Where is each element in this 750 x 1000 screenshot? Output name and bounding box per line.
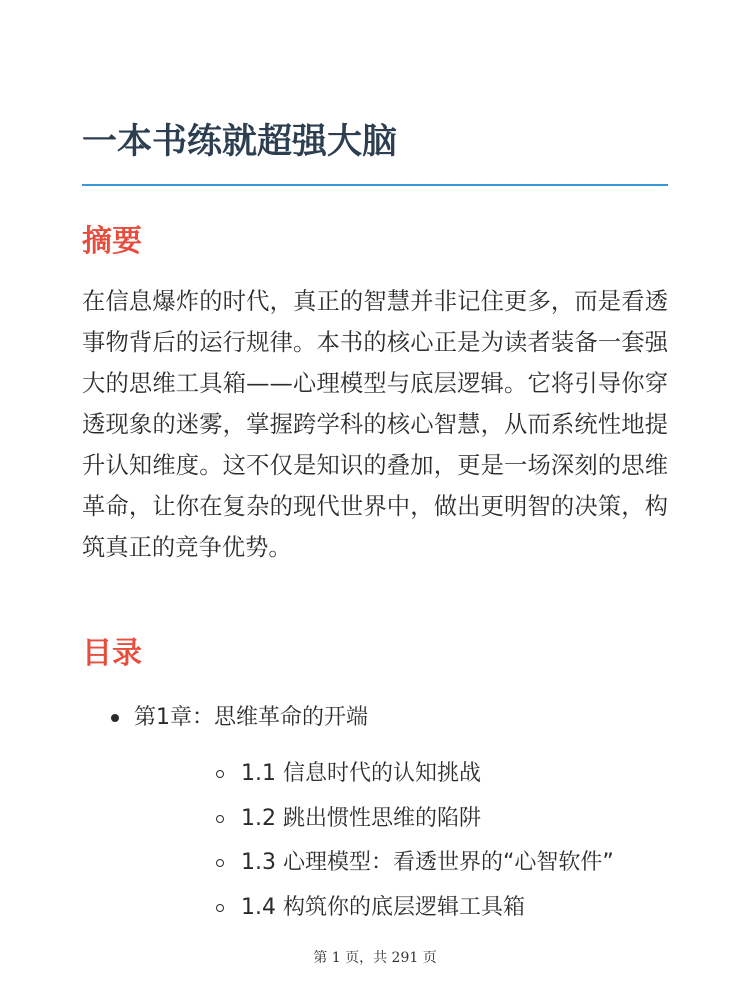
document-title: 一本书练就超强大脑 (82, 122, 398, 162)
hollow-bullet-icon (216, 859, 224, 867)
toc-chapter-label: 第1章：思维革命的开端 (134, 705, 368, 730)
toc-section-1-2 (134, 797, 668, 842)
toc-section-label: 1.4 构筑你的底层逻辑工具箱 (241, 895, 525, 921)
toc-section-label: 1.1 信息时代的认知挑战 (241, 761, 481, 786)
filled-bullet-icon (111, 714, 119, 722)
toc-section-1-1 (134, 752, 668, 797)
page-footer: 第 1 页，共 291 页 (313, 950, 437, 966)
abstract-heading: 摘要 (82, 224, 142, 259)
hollow-bullet-icon (216, 770, 224, 778)
toc-section-1-4 (134, 886, 668, 931)
abstract-paragraph: 在信息爆炸的时代，真正的智慧并非记住更多，而是看透事物背后的运行规律。本书的核心正是为读者装备一套强大的思维工具箱——心理模型与底层逻辑。它将引导你穿透现象的迷雾，掌握跨学科的核心智慧，从而系统性地提升认知维度。这不仅是知识的叠加，更是一场深刻的思维革命，让你在复杂的现代世界中，做出更明智的决策，构筑真正的竞争优势。 (82, 288, 668, 561)
toc-heading: 目录 (82, 636, 142, 671)
hollow-bullet-icon (216, 904, 224, 912)
table-of-contents (82, 698, 668, 931)
toc-section-label: 1.3 心理模型：看透世界的“心智软件” (241, 850, 614, 876)
toc-chapter-1 (82, 698, 668, 931)
toc-section-1-3 (134, 841, 668, 886)
toc-section-list (134, 752, 668, 931)
toc-section-label: 1.2 跳出惯性思维的陷阱 (241, 805, 481, 831)
title-divider (82, 184, 668, 186)
hollow-bullet-icon (216, 815, 224, 823)
